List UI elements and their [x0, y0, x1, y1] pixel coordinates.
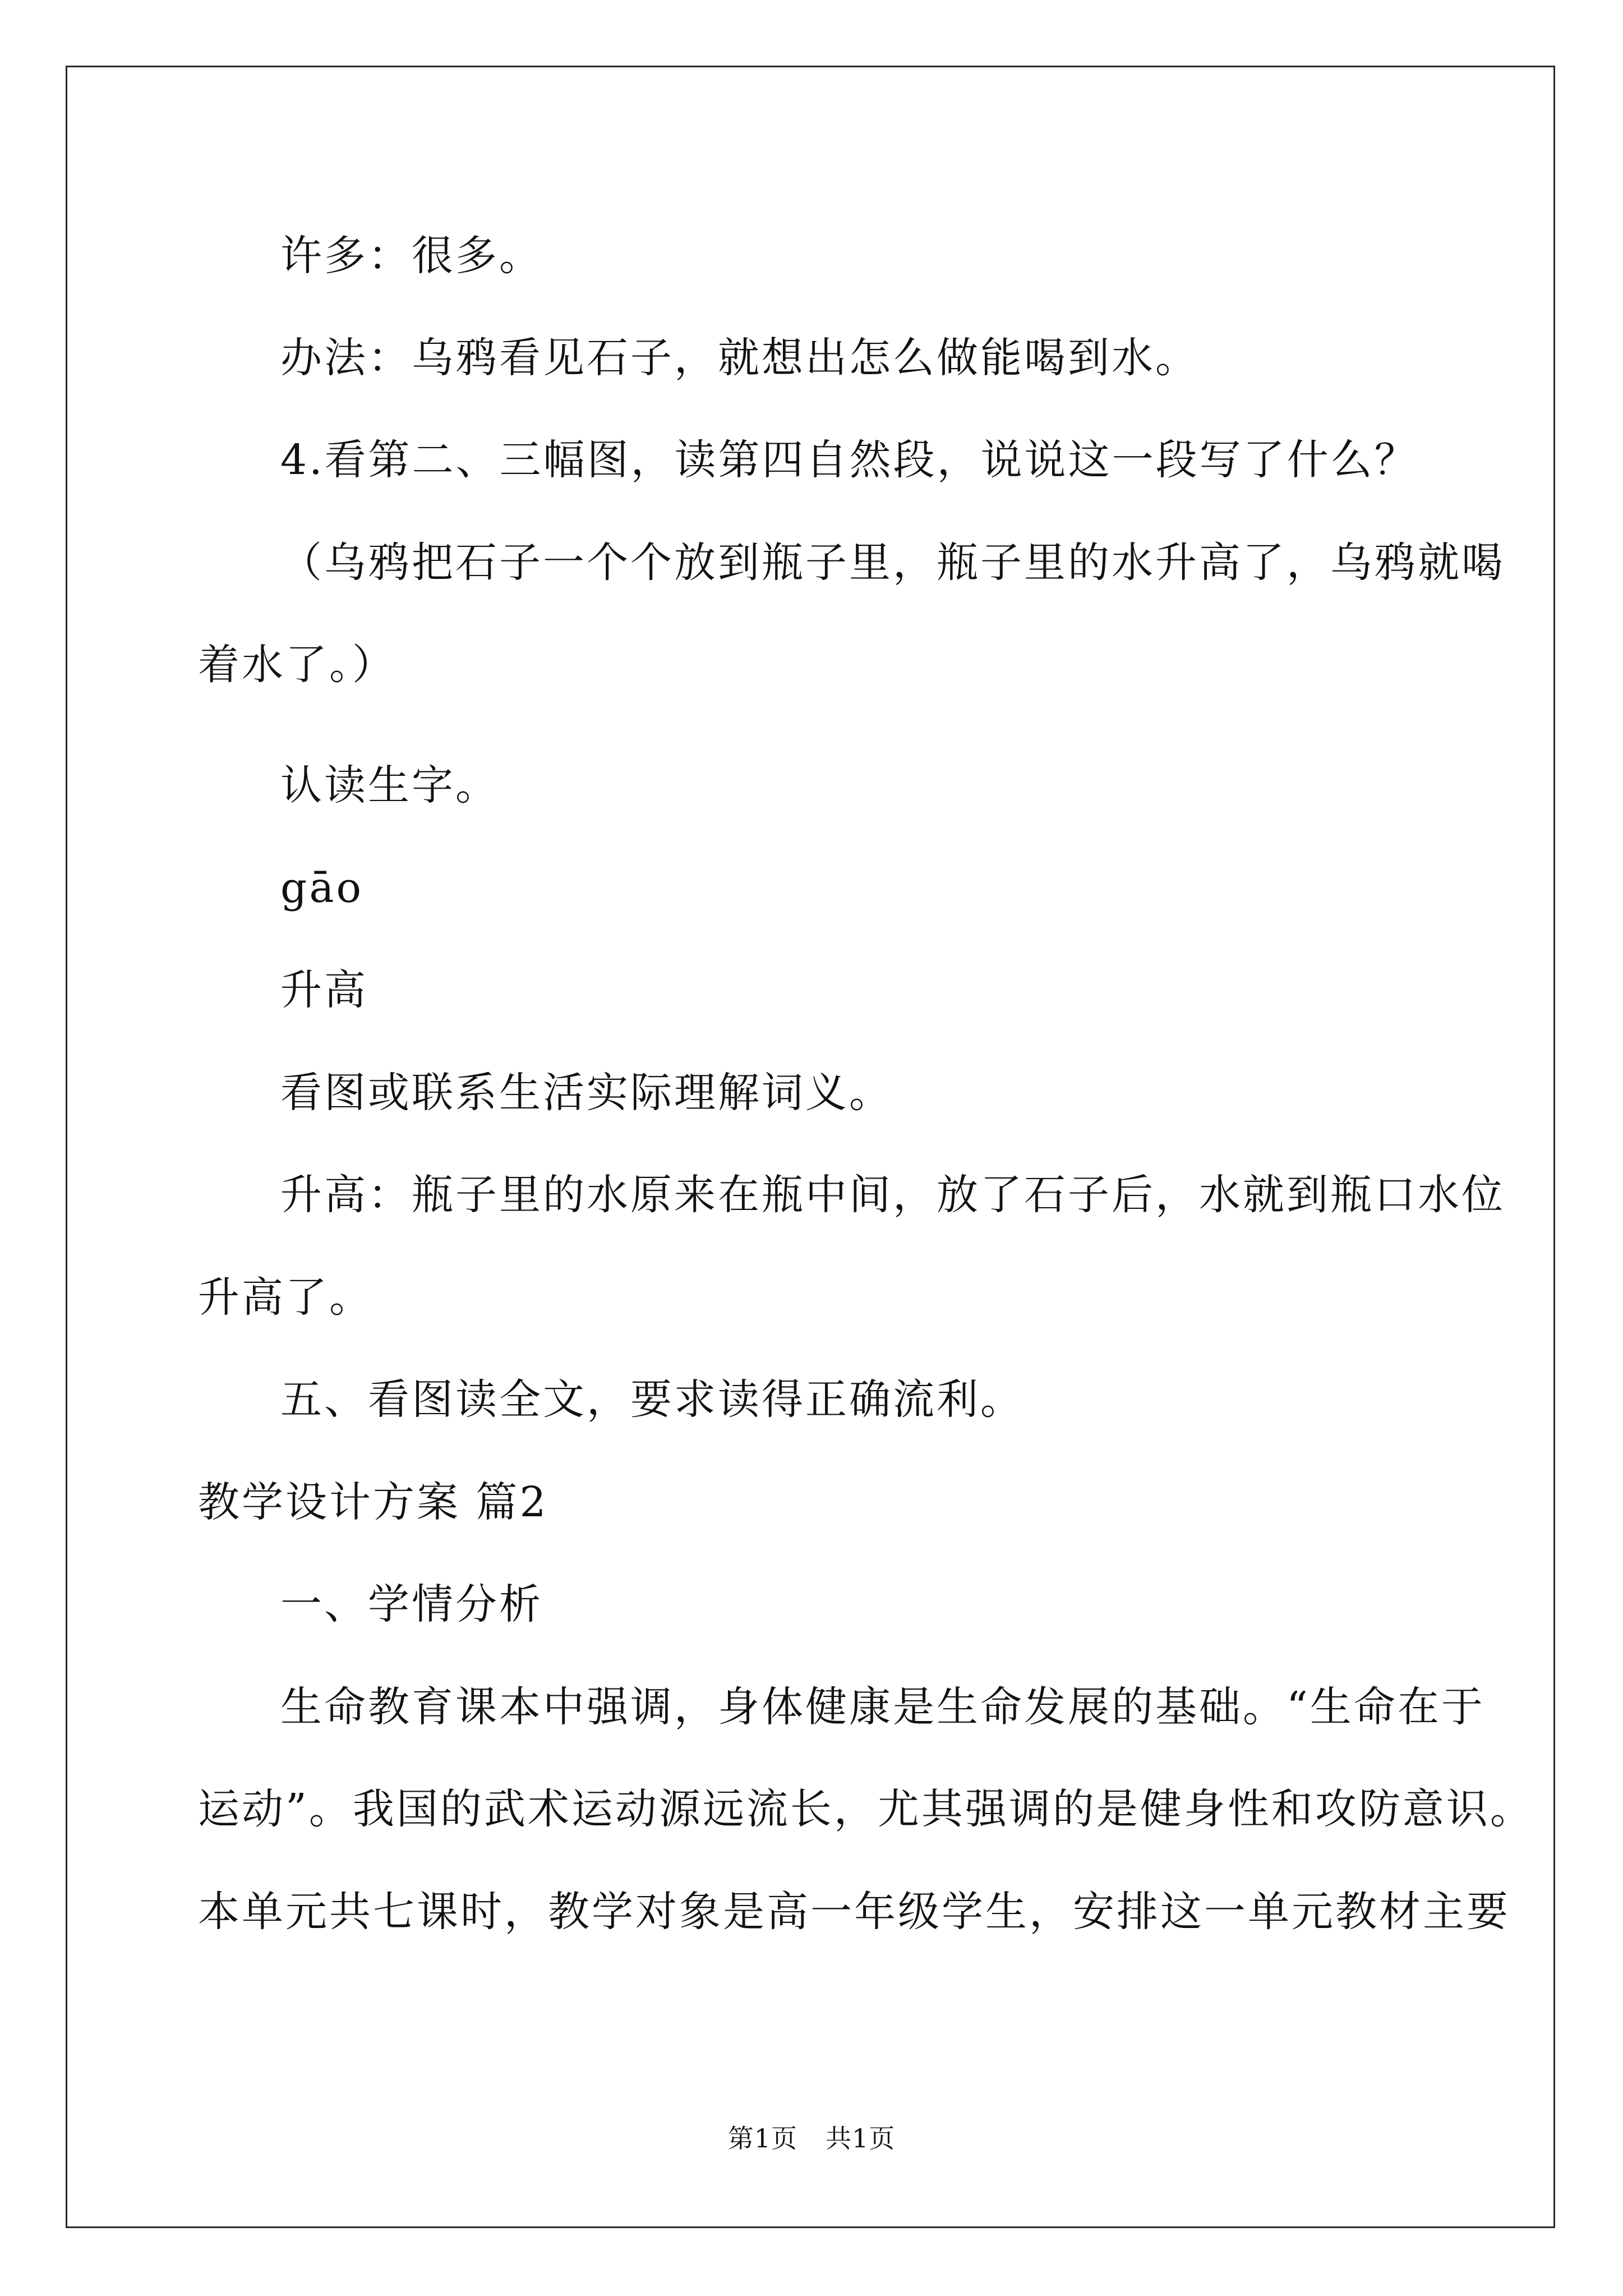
page-current: 第1页 — [727, 2123, 797, 2154]
text-line: 看图或联系生活实际理解词义。 — [280, 1069, 893, 1117]
text-line: 办法：乌鸦看见石子，就想出怎么做能喝到水。 — [280, 334, 1199, 382]
text-line: 升高 — [280, 966, 368, 1014]
text-line: 许多：很多。 — [280, 232, 543, 280]
text-line: 运动”。我国的武术运动源远流长，尤其强调的是健身性和攻防意识。 — [198, 1785, 1534, 1833]
text-line: 升高：瓶子里的水原来在瓶中间，放了石子后，水就到瓶口水位 — [280, 1171, 1505, 1219]
page-footer — [0, 2122, 1623, 2155]
text-line: 五、看图读全文，要求读得正确流利。 — [280, 1375, 1024, 1424]
pinyin-line: gāo — [280, 864, 364, 912]
text-line: 一、学情分析 — [280, 1580, 543, 1628]
page-total: 共1页 — [826, 2123, 896, 2154]
section-heading: 教学设计方案 篇2 — [198, 1478, 548, 1526]
text-line: （乌鸦把石子一个个放到瓶子里，瓶子里的水升高了，乌鸦就喝 — [280, 539, 1505, 587]
text-line: 4.看第二、三幅图，读第四自然段，说说这一段写了什么？ — [280, 436, 1418, 484]
text-line: 生命教育课本中强调，身体健康是生命发展的基础。“生命在于 — [280, 1683, 1485, 1731]
text-line: 认读生字。 — [280, 761, 499, 809]
text-line: 本单元共七课时，教学对象是高一年级学生，安排这一单元教材主要 — [198, 1888, 1510, 1936]
text-line: 升高了。 — [198, 1273, 373, 1322]
text-line: 着水了。） — [198, 641, 396, 689]
